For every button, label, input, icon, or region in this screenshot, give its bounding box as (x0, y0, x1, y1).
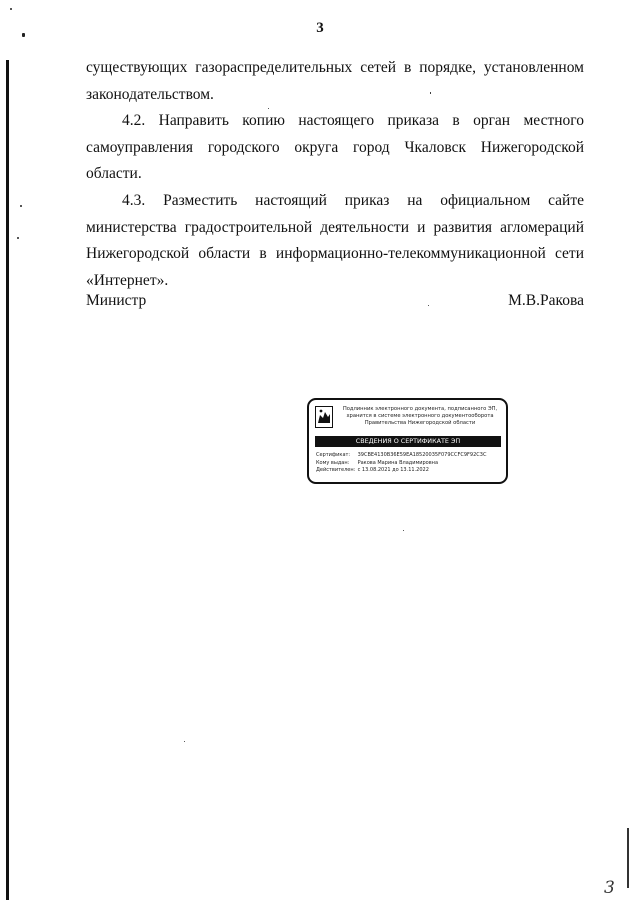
signatory-position: Министр (86, 292, 147, 309)
document-body (86, 55, 584, 294)
scan-edge-mark (627, 828, 629, 888)
certificate-details (316, 452, 504, 475)
body-paragraph: 4.2. Направить копию настоящего приказа в орган местного самоуправления городского округа город Чкаловск Нижегородской области. (86, 112, 584, 183)
body-paragraph: 4.3. Разместить настоящий приказ на официальном сайте министерства градостроительной деятельности и развития агломераций Нижегородской области в информационно-телекоммуникационной сети «Интернет». (86, 191, 584, 289)
scan-speck (10, 8, 12, 10)
certificate-row (316, 452, 504, 460)
valid-value: с 13.08.2021 до 13.11.2022 (357, 467, 429, 474)
valid-label: Действителен: (316, 467, 356, 474)
signatory-name: М.В.Ракова (508, 292, 584, 309)
scan-speck (20, 205, 22, 207)
scan-edge-bar (6, 60, 9, 900)
handwritten-page-mark: 3 (604, 878, 615, 898)
stamp-banner: СВЕДЕНИЯ О СЕРТИФИКАТЕ ЭП (315, 436, 501, 447)
certificate-value: 39CBE4130B36E59EA18520035F079CCFC9F92C3C (357, 452, 487, 458)
coat-of-arms-icon (315, 406, 333, 428)
certificate-label: Сертификат: (316, 452, 351, 458)
issued-to-label: Кому выдан: (316, 459, 350, 466)
scan-speck (17, 237, 19, 239)
valid-row (316, 467, 504, 475)
scan-speck (403, 530, 404, 531)
scan-speck (22, 33, 25, 37)
issued-to-value: Ракова Марина Владимировна (357, 459, 439, 466)
signature-block (86, 292, 584, 310)
body-paragraph: существующих газораспределительных сетей в порядке, установленном законодательством. (86, 59, 584, 103)
electronic-signature-stamp (307, 398, 508, 484)
stamp-header: Подлинник электронного документа, подписанного ЭП, хранится в системе электронного документооборота Правительства Нижегородской области (342, 406, 498, 426)
page-number: 3 (316, 20, 324, 36)
scan-speck (184, 741, 185, 742)
